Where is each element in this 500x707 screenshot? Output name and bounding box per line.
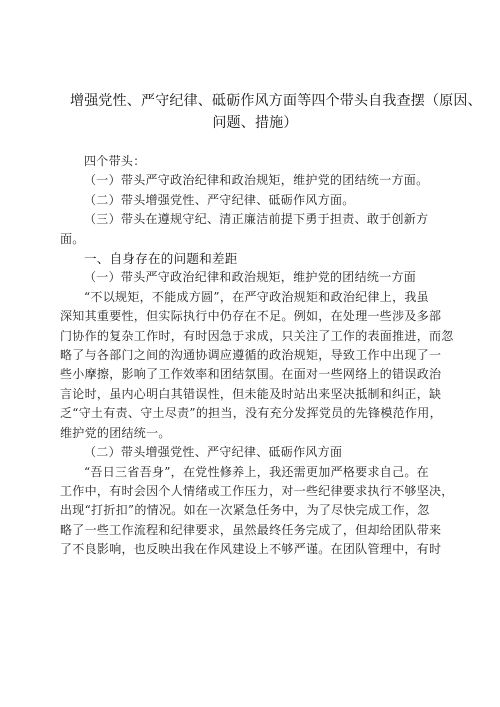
item-3 <box>60 210 452 249</box>
paragraph-line: 了不良影响，也反映出我在作风建设上不够严谨。在团队管理中，有时 <box>60 542 442 557</box>
paragraph-line: 门协作的复杂工作时，有时因急于求成，只关注了工作的表面推进，而忽 <box>60 328 454 343</box>
paragraph-line: “不以规矩，不能成方圆”，在严守政治规矩和政治纪律上，我虽 <box>84 289 429 304</box>
subsection-1-heading: （一）带头严守政治纪律和政治规矩，维护党的团结统一方面 <box>84 270 417 285</box>
intro-label: 四个带头： <box>84 154 146 168</box>
paragraph-line: 乏“守土有责、守土尽责”的担当，没有充分发挥党员的先锋模范作用， <box>60 406 442 421</box>
section-1-heading: 一、自身存在的问题和差距 <box>84 251 238 267</box>
paragraph-line: 略了一些工作流程和纪律要求，虽然最终任务完成了，但却给团队带来 <box>60 522 442 537</box>
document-title <box>60 90 482 134</box>
paragraph-line: 言论时，虽内心明白其错误性，但未能及时站出来坚决抵制和纠正，缺 <box>60 386 442 401</box>
paragraph-line: 工作中，有时会因个人情绪或工作压力，对一些纪律要求执行不够坚决， <box>60 483 454 498</box>
document-body <box>60 152 452 560</box>
paragraph-line: 深知其重要性，但实际执行中仍存在不足。例如，在处理一些涉及多部 <box>60 309 442 324</box>
item-2: （二）带头增强党性、严守纪律、砥砺作风方面。 <box>84 192 355 207</box>
title-line-2: 问题、措施） <box>212 115 298 131</box>
paragraph-line: 略了与各部门之间的沟通协调应遵循的政治规矩，导致工作中出现了一 <box>60 348 442 363</box>
paragraph-line: 出现“打折扣”的情况。如在一次紧急任务中，为了尽快完成工作，忽 <box>60 503 430 518</box>
subsection-1-paragraph <box>60 288 452 443</box>
subsection-2-heading: （二）带头增强党性、严守纪律、砥砺作风方面 <box>84 445 343 460</box>
paragraph-line: 些小摩擦，影响了工作效率和团结氛围。在面对一些网络上的错误政治 <box>60 367 442 382</box>
subsection-2-paragraph <box>60 463 452 560</box>
paragraph-line: 维护党的团结统一。 <box>60 425 171 440</box>
item-1: （一）带头严守政治纪律和政治规矩，维护党的团结统一方面。 <box>84 173 429 188</box>
paragraph-line: “吾日三省吾身”，在党性修养上，我还需更加严格要求自己。在 <box>84 464 429 479</box>
item-3-line-1: （三）带头在遵规守纪、清正廉洁前提下勇于担责、敢于创新方 <box>84 212 429 227</box>
title-line-1: 增强党性、严守纪律、砥砺作风方面等四个带头自我查摆（原因、 <box>70 93 482 109</box>
item-3-line-2: 面。 <box>60 231 85 246</box>
